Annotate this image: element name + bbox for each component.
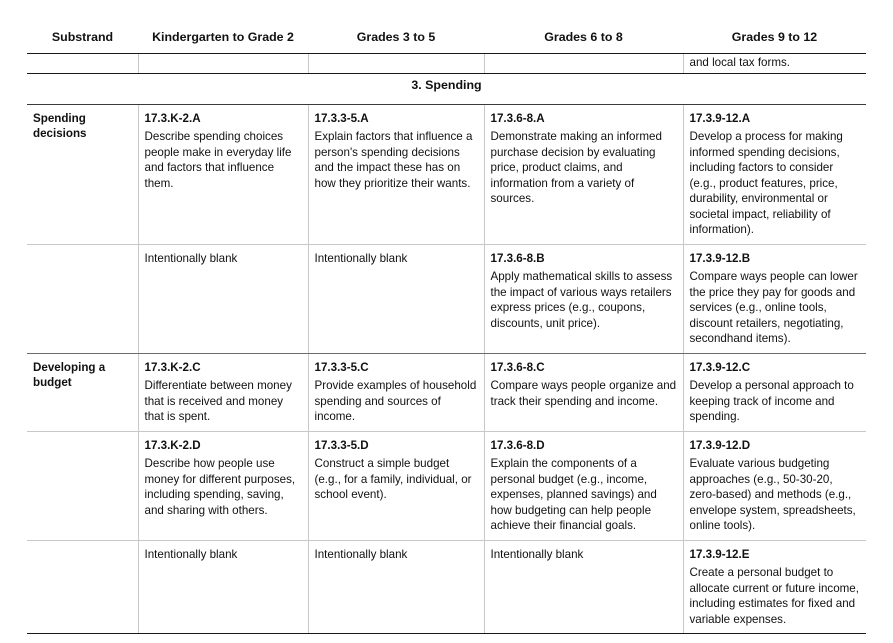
standard-text: Compare ways people can lower the price they pay for goods and services (e.g., online tools, discount retailers, negotiating, secondhand items). — [689, 270, 858, 345]
standard-text: Demonstrate making an informed purchase decision by evaluating price, product claims, and information from a variety of sources. — [490, 130, 662, 205]
cell-grades-6-8 — [484, 431, 683, 540]
cell-grades-9-12 — [683, 353, 866, 431]
standard-text: Construct a simple budget (e.g., for a family, individual, or school event). — [314, 457, 472, 501]
standard-text: Create a personal budget to allocate current or future income, including estimates for fixed and variable expenses. — [689, 566, 859, 626]
standard-text: Evaluate various budgeting approaches (e.g., 50-30-20, zero-based) and methods (e.g., envelope system, spreadsheets, online tools). — [689, 457, 856, 532]
standard-code: 17.3.9-12.A — [689, 111, 751, 125]
standard-code: 17.3.9-12.B — [689, 251, 751, 265]
cell-grades-6-8 — [484, 244, 683, 353]
cell-grades-9-12 — [683, 104, 866, 244]
cell-grades-3-5 — [308, 104, 484, 244]
cell-grades-9-12 — [683, 431, 866, 540]
cell-k-2 — [138, 104, 308, 244]
section-row — [27, 73, 866, 104]
standard-code: 17.3.6-8.B — [490, 251, 545, 265]
standard-text: Apply mathematical skills to assess the impact of various ways retailers express prices (e.g., coupons, discounts, unit price). — [490, 270, 673, 330]
standard-text: Explain the components of a personal budget (e.g., income, expenses, planned savings) and how budgeting can help people achieve their financial goals. — [490, 457, 657, 532]
standard-text: Develop a process for making informed spending decisions, including factors to consider (e.g., product features, price, durability, environmental or societal impact, reliability of information). — [689, 130, 843, 236]
cell — [484, 54, 683, 74]
standard-code: 17.3.6-8.A — [490, 111, 545, 125]
standard-code: 17.3.9-12.C — [689, 360, 751, 374]
standard-text: Describe spending choices people make in everyday life and factors that influence them. — [144, 130, 292, 190]
standard-text: Develop a personal approach to keeping track of income and spending. — [689, 379, 854, 423]
standard-text: Differentiate between money that is received and money that is spent. — [144, 379, 292, 423]
cell-grades-3-5 — [308, 431, 484, 540]
standard-text: Describe how people use money for different purposes, including spending, saving, and sharing with others. — [144, 457, 296, 517]
cell — [27, 431, 138, 540]
cell-grades-6-8 — [484, 353, 683, 431]
header-grades-9-12: Grades 9 to 12 — [683, 23, 866, 54]
standard-code: 17.3.9-12.E — [689, 547, 750, 561]
section-title: 3. Spending — [27, 73, 866, 104]
standard-text: Intentionally blank — [144, 547, 238, 561]
cell-k-2 — [138, 540, 308, 634]
standard-text: Intentionally blank — [490, 547, 584, 561]
substrand-label: Spending decisions — [27, 104, 138, 244]
standard-code: 17.3.3-5.C — [314, 360, 369, 374]
cell-grades-6-8 — [484, 540, 683, 634]
standard-code: 17.3.3-5.A — [314, 111, 369, 125]
header-k-2: Kindergarten to Grade 2 — [138, 23, 308, 54]
standard-text: Intentionally blank — [314, 547, 408, 561]
continuation-row — [27, 54, 866, 74]
standard-code: 17.3.K-2.A — [144, 111, 201, 125]
standard-text: Intentionally blank — [314, 251, 408, 265]
table-row — [27, 104, 866, 244]
header-grades-3-5: Grades 3 to 5 — [308, 23, 484, 54]
standard-code: 17.3.3-5.D — [314, 438, 369, 452]
header-grades-6-8: Grades 6 to 8 — [484, 23, 683, 54]
standard-code: 17.3.K-2.C — [144, 360, 201, 374]
standard-code: 17.3.6-8.D — [490, 438, 545, 452]
cell-k-2 — [138, 244, 308, 353]
cell-grades-9-12 — [683, 540, 866, 634]
header-row — [27, 23, 866, 54]
cell-grades-6-8 — [484, 104, 683, 244]
substrand-label: Developing a budget — [27, 353, 138, 431]
table-row — [27, 540, 866, 634]
standard-text: Explain factors that influence a person's spending decisions and the impact these has on how they prioritize their wants. — [314, 130, 473, 190]
standard-text: Compare ways people organize and track their spending and income. — [490, 379, 677, 408]
cell — [27, 54, 138, 74]
cell-grades-3-5 — [308, 353, 484, 431]
standard-text: Provide examples of household spending and sources of income. — [314, 379, 477, 423]
table-row — [27, 353, 866, 431]
standard-code: 17.3.K-2.D — [144, 438, 201, 452]
cell-grades-9-12 — [683, 244, 866, 353]
cell-grades-3-5 — [308, 540, 484, 634]
cell — [308, 54, 484, 74]
cell-k-2 — [138, 353, 308, 431]
cell — [27, 244, 138, 353]
table-row — [27, 244, 866, 353]
continuation-text: and local tax forms. — [683, 54, 866, 74]
cell-grades-3-5 — [308, 244, 484, 353]
header-substrand: Substrand — [27, 23, 138, 54]
standard-text: Intentionally blank — [144, 251, 238, 265]
cell-k-2 — [138, 431, 308, 540]
cell — [138, 54, 308, 74]
standards-table — [27, 23, 866, 634]
table-row — [27, 431, 866, 540]
standard-code: 17.3.6-8.C — [490, 360, 545, 374]
cell — [27, 540, 138, 634]
standard-code: 17.3.9-12.D — [689, 438, 751, 452]
